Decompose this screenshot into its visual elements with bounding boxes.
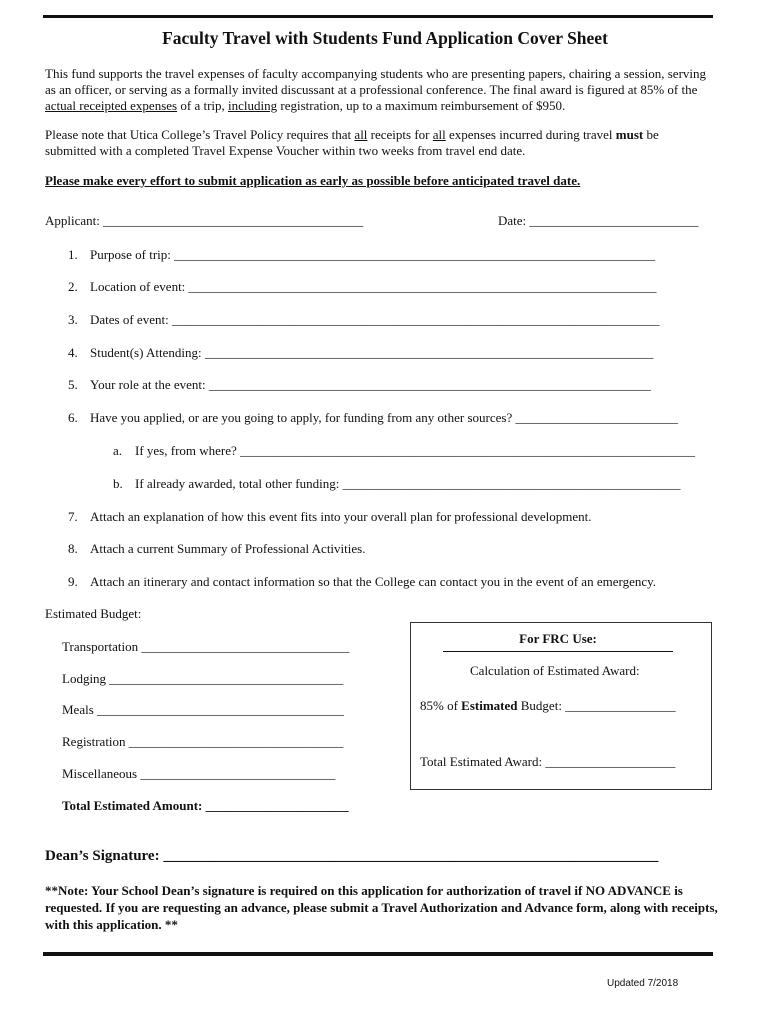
intro-text: registration, up to a maximum reimbursement of $950. xyxy=(277,98,566,113)
frc-estimated-bold: Estimated xyxy=(461,698,518,713)
question-text: Purpose of trip: __________________________________________________________________________ xyxy=(90,247,656,262)
budget-lodging-field[interactable]: Lodging ____________________________________ xyxy=(62,671,344,686)
applicant-field[interactable]: Applicant: ________________________________________ xyxy=(45,213,364,228)
budget-registration-field[interactable]: Registration _________________________________ xyxy=(62,734,344,749)
frc-use-box xyxy=(410,622,712,790)
question-number: a. xyxy=(113,443,123,458)
submission-notice: Please make every effort to submit application as early as possible before anticipated travel date. xyxy=(45,173,581,188)
instruction-summary xyxy=(68,541,365,557)
intro-text: of a trip, xyxy=(177,98,229,113)
frc-percent-budget-field[interactable] xyxy=(420,698,676,714)
intro-underlined-text: including xyxy=(228,98,278,113)
question-text: If yes, from where? ______________________________________________________________________ xyxy=(135,443,696,458)
policy-text: Please note that Utica College’s Travel Policy requires that xyxy=(45,127,355,142)
frc-calculation-label: Calculation of Estimated Award: xyxy=(470,663,640,678)
question-text: Your role at the event: ____________________________________________________________________ xyxy=(90,377,651,392)
frc-budget-text: Budget: _________________ xyxy=(517,698,676,713)
question-number: 5. xyxy=(68,377,78,392)
question-students[interactable] xyxy=(68,345,653,361)
question-text: Attach an explanation of how this event fits into your overall plan for professional development. xyxy=(90,509,592,524)
question-number: 4. xyxy=(68,345,78,360)
question-text: Attach an itinerary and contact information so that the College can contact you in the event of an emergency. xyxy=(90,574,657,589)
dean-signature-field[interactable]: Dean’s Signature: __________________________________________________________________ xyxy=(45,848,659,864)
policy-text: be submitted with a completed Travel Expense Voucher within two weeks from travel end date. xyxy=(45,127,659,158)
question-number: 7. xyxy=(68,509,78,524)
budget-heading: Estimated Budget: xyxy=(45,606,142,621)
top-rule xyxy=(43,15,713,18)
intro-underlined-text: actual receipted expenses xyxy=(45,98,178,113)
policy-underlined-text: all xyxy=(354,127,368,142)
question-location[interactable] xyxy=(68,279,657,295)
policy-underlined-text: all xyxy=(432,127,446,142)
instruction-explanation xyxy=(68,509,591,525)
question-text: Attach a current Summary of Professional Activities. xyxy=(90,541,366,556)
frc-heading: For FRC Use: xyxy=(443,631,673,652)
budget-miscellaneous-field[interactable]: Miscellaneous ______________________________ xyxy=(62,766,336,781)
budget-total-field[interactable]: Total Estimated Amount: ______________________ xyxy=(62,798,349,813)
question-text: Location of event: ________________________________________________________________________ xyxy=(90,279,657,294)
question-text: Have you applied, or are you going to apply, for funding from any other sources? _________________________ xyxy=(90,410,679,425)
instruction-itinerary xyxy=(68,574,656,590)
question-number: 8. xyxy=(68,541,78,556)
budget-transportation-field[interactable]: Transportation ________________________________ xyxy=(62,639,350,654)
frc-percent-text: 85% of xyxy=(420,698,462,713)
question-other-funding[interactable] xyxy=(68,410,678,426)
updated-date: Updated 7/2018 xyxy=(607,978,679,989)
dean-signature-note: **Note: Your School Dean’s signature is required on this application for authorization of travel if NO ADVANCE is requested. If you are requesting an advance, please submit a Travel Authorization and Advance form, along with receipts, with this application. ** xyxy=(45,883,718,932)
question-number: 1. xyxy=(68,247,78,262)
bottom-rule xyxy=(43,952,713,956)
policy-text: receipts for xyxy=(367,127,433,142)
intro-paragraph xyxy=(45,66,713,114)
page-title: Faculty Travel with Students Fund Application Cover Sheet xyxy=(162,28,608,48)
question-number: 6. xyxy=(68,410,78,425)
question-number: 2. xyxy=(68,279,78,294)
policy-bold-text: must xyxy=(615,127,644,142)
question-text: Student(s) Attending: _____________________________________________________________________ xyxy=(90,345,654,360)
policy-text: expenses incurred during travel xyxy=(445,127,616,142)
intro-text: This fund supports the travel expenses of faculty accompanying students who are presenting papers, chairing a session, serving as an officer, or serving as a formally invited discussant at a professional conference. The final award is figured at 85% of the xyxy=(45,66,707,97)
policy-paragraph xyxy=(45,127,713,159)
question-funding-awarded[interactable] xyxy=(113,476,681,492)
question-purpose[interactable] xyxy=(68,247,655,263)
question-role[interactable] xyxy=(68,377,651,393)
frc-total-award-field[interactable]: Total Estimated Award: ____________________ xyxy=(420,754,676,769)
budget-meals-field[interactable]: Meals ______________________________________ xyxy=(62,702,345,717)
question-number: 3. xyxy=(68,312,78,327)
question-text: If already awarded, total other funding: ____________________________________________________ xyxy=(135,476,681,491)
question-text: Dates of event: ___________________________________________________________________________ xyxy=(90,312,660,327)
question-number: b. xyxy=(113,476,123,491)
question-number: 9. xyxy=(68,574,78,589)
date-field[interactable]: Date: __________________________ xyxy=(498,213,699,228)
question-dates[interactable] xyxy=(68,312,659,328)
question-funding-source[interactable] xyxy=(113,443,695,459)
